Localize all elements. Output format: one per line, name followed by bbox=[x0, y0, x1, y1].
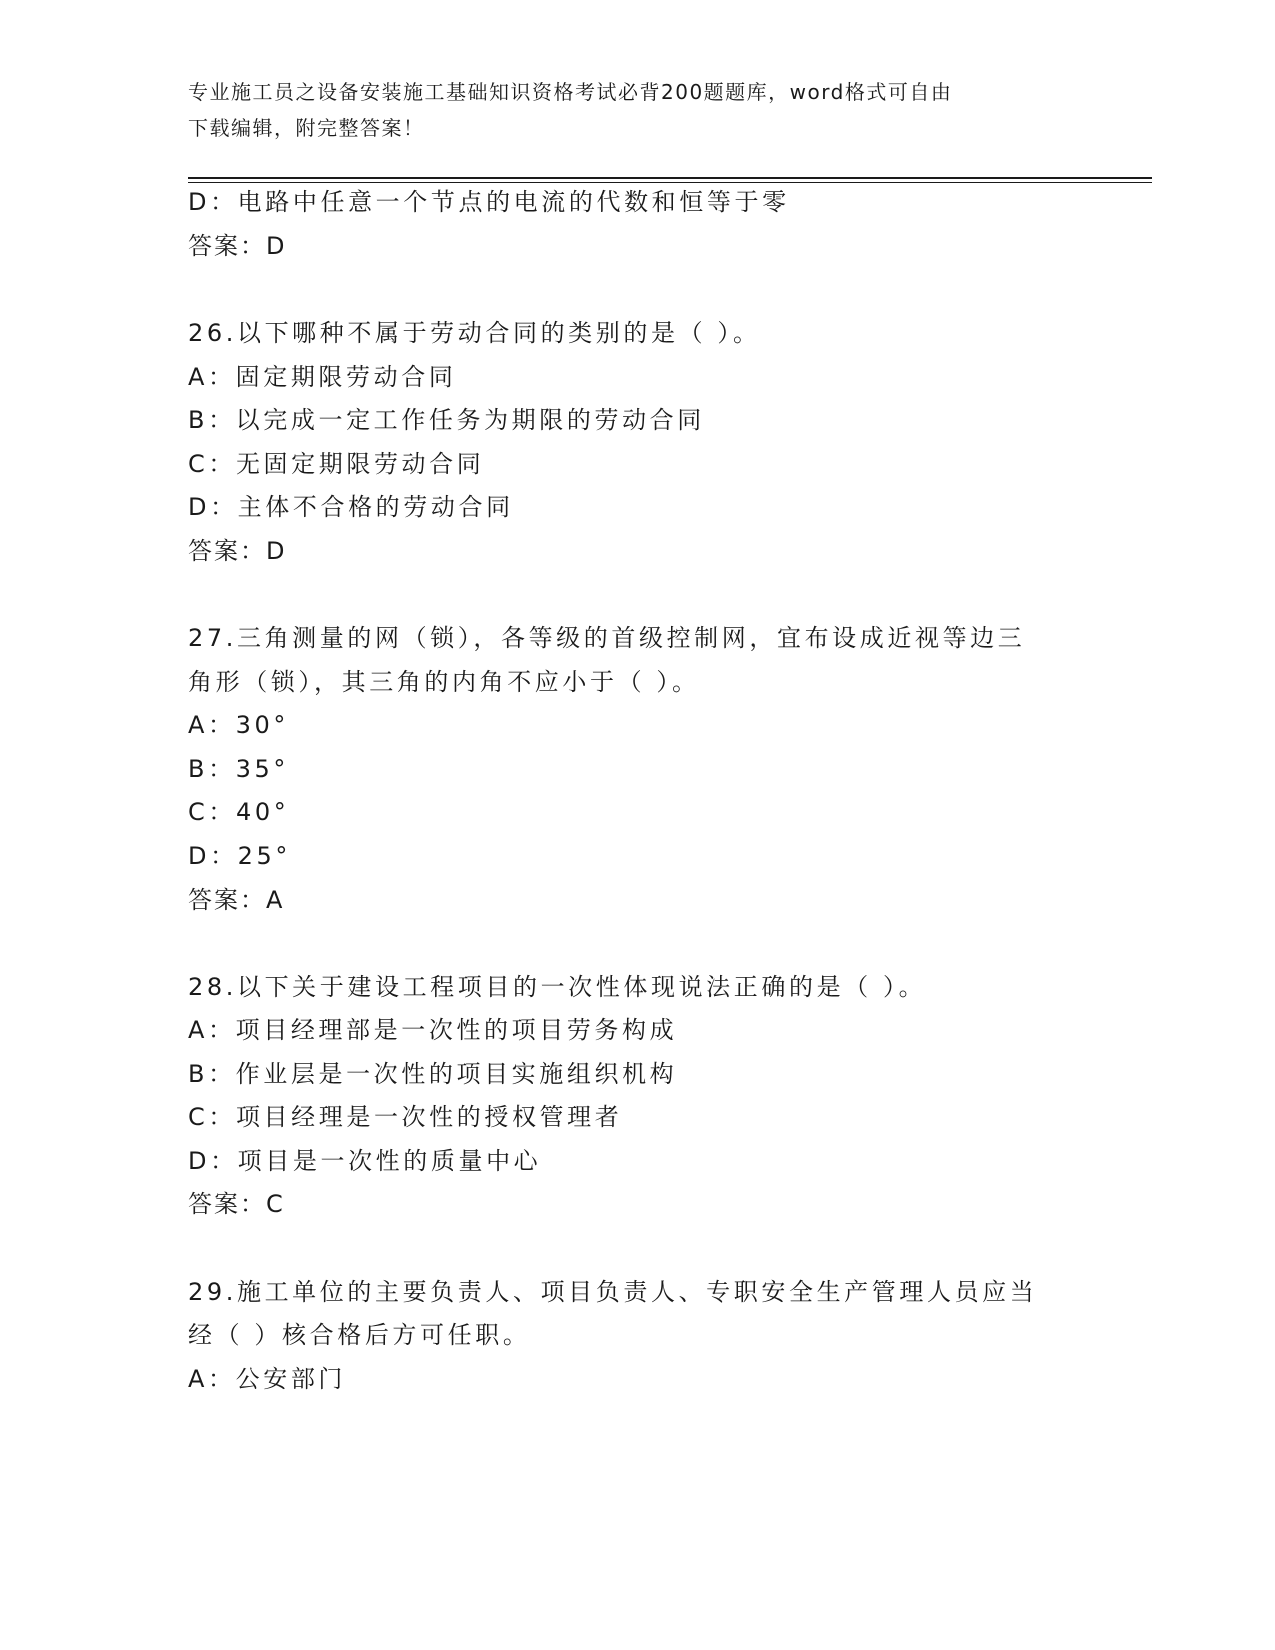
q26-option-b: B：以完成一定工作任务为期限的劳动合同 bbox=[188, 406, 705, 434]
q27-option-b: B：35° bbox=[188, 755, 290, 783]
q29-question-line-1: 29.施工单位的主要负责人、项目负责人、专职安全生产管理人员应当 bbox=[188, 1278, 1038, 1306]
q28-answer: 答案：C bbox=[188, 1190, 285, 1218]
q28-option-a: A：项目经理部是一次性的项目劳务构成 bbox=[188, 1016, 678, 1044]
q26-option-a: A：固定期限劳动合同 bbox=[188, 363, 457, 391]
q27-answer: 答案：A bbox=[188, 886, 285, 914]
document-header bbox=[188, 74, 1068, 146]
header-divider-thin bbox=[188, 182, 1152, 183]
header-line-1: 专业施工员之设备安装施工基础知识资格考试必背200题题库，word格式可自由 bbox=[188, 80, 953, 104]
q27-question-line-2: 角形（锁），其三角的内角不应小于（ ）。 bbox=[188, 668, 700, 696]
q26-option-c: C：无固定期限劳动合同 bbox=[188, 450, 485, 478]
q28-question: 28.以下关于建设工程项目的一次性体现说法正确的是（ ）。 bbox=[188, 973, 927, 1001]
q28-option-d: D：项目是一次性的质量中心 bbox=[188, 1147, 542, 1175]
q29-option-a: A：公安部门 bbox=[188, 1365, 347, 1393]
q27-option-a: A：30° bbox=[188, 711, 289, 739]
header-line-2: 下载编辑，附完整答案！ bbox=[188, 116, 425, 140]
q28-option-b: B：作业层是一次性的项目实施组织机构 bbox=[188, 1060, 678, 1088]
q29-question-line-2: 经（ ）核合格后方可任职。 bbox=[188, 1321, 531, 1349]
q26-answer: 答案：D bbox=[188, 537, 287, 565]
q25-option-d: D：电路中任意一个节点的电流的代数和恒等于零 bbox=[188, 188, 790, 216]
q26-option-d: D：主体不合格的劳动合同 bbox=[188, 493, 514, 521]
q27-question-line-1: 27.三角测量的网（锁），各等级的首级控制网，宜布设成近视等边三 bbox=[188, 624, 1026, 652]
q28-option-c: C：项目经理是一次性的授权管理者 bbox=[188, 1103, 623, 1131]
q27-option-d: D：25° bbox=[188, 842, 292, 870]
header-divider-thick bbox=[188, 177, 1152, 179]
q25-answer: 答案：D bbox=[188, 232, 287, 260]
q27-option-c: C：40° bbox=[188, 798, 290, 826]
q26-question: 26.以下哪种不属于劳动合同的类别的是（ ）。 bbox=[188, 319, 761, 347]
